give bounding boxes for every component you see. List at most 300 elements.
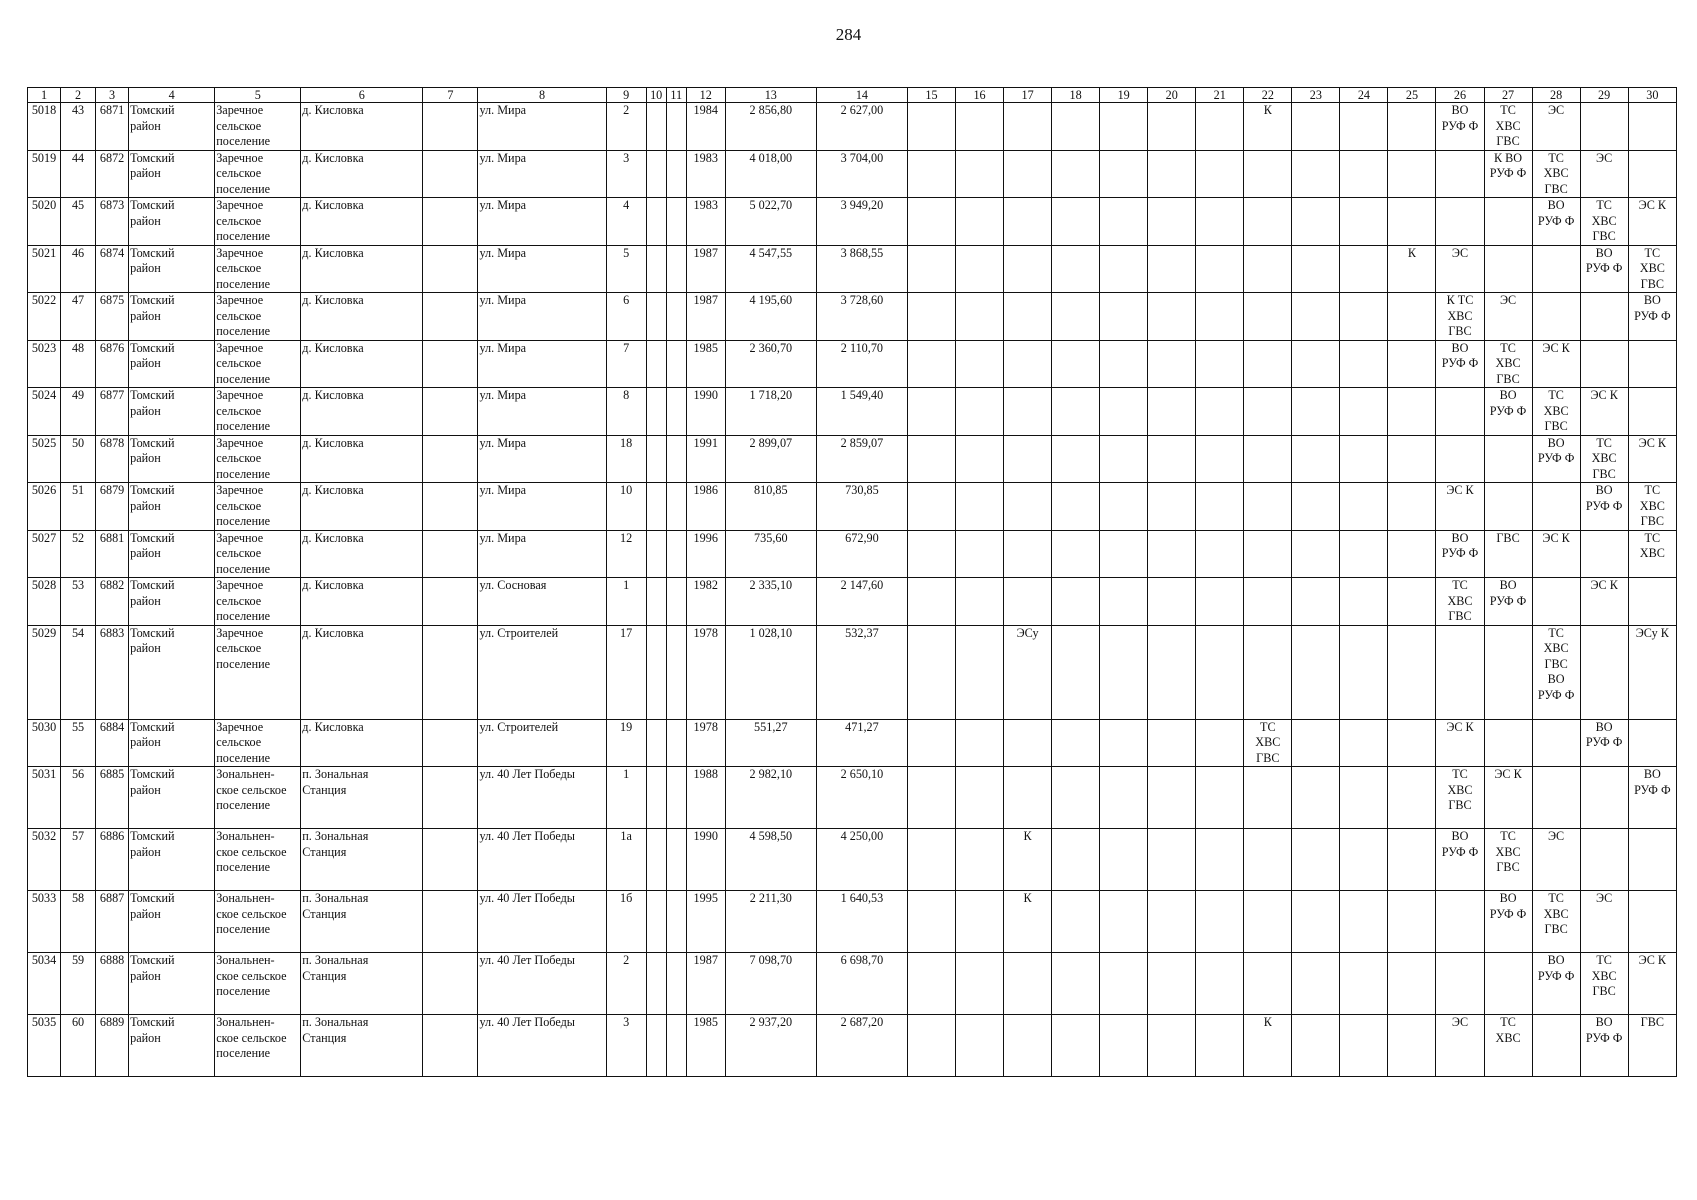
table-cell [1052, 953, 1100, 1015]
table-cell: 1996 [686, 530, 725, 578]
table-cell [907, 625, 955, 719]
column-header-14: 14 [816, 88, 907, 103]
table-cell [1436, 953, 1484, 1015]
table-cell: 6889 [96, 1015, 129, 1077]
table-cell [646, 198, 666, 246]
table-cell: 59 [61, 953, 96, 1015]
table-cell [1052, 530, 1100, 578]
table-cell: д. Кисловка [301, 578, 423, 626]
table-cell [1340, 891, 1388, 953]
table-cell: ЭС [1436, 245, 1484, 293]
table-cell: 46 [61, 245, 96, 293]
table-cell: 1983 [686, 150, 725, 198]
table-cell [1292, 767, 1340, 829]
table-cell: 2 982,10 [725, 767, 816, 829]
table-cell: 5018 [28, 103, 61, 151]
table-cell: Томский район [129, 625, 215, 719]
table-cell [907, 103, 955, 151]
table-cell [1004, 340, 1052, 388]
table-cell: Томский район [129, 388, 215, 436]
table-cell: 6872 [96, 150, 129, 198]
table-cell [646, 483, 666, 531]
table-cell [1436, 150, 1484, 198]
table-cell [1100, 953, 1148, 1015]
table-cell: ТС ХВС ГВС [1532, 388, 1580, 436]
table-cell: 672,90 [816, 530, 907, 578]
table-cell: 4 [606, 198, 646, 246]
table-cell [1244, 829, 1292, 891]
table-cell [1532, 767, 1580, 829]
table-cell [1292, 103, 1340, 151]
table-cell: 2 627,00 [816, 103, 907, 151]
table-cell [1340, 829, 1388, 891]
table-cell: 1983 [686, 198, 725, 246]
table-cell: 2 211,30 [725, 891, 816, 953]
table-cell [646, 150, 666, 198]
table-cell: 2 335,10 [725, 578, 816, 626]
table-cell [1052, 719, 1100, 767]
table-cell: д. Кисловка [301, 150, 423, 198]
table-cell [1580, 767, 1628, 829]
table-cell [1052, 435, 1100, 483]
table-row [28, 767, 1677, 829]
table-cell [1052, 578, 1100, 626]
table-cell: 51 [61, 483, 96, 531]
table-row [28, 483, 1677, 531]
table-cell [1196, 829, 1244, 891]
table-cell [1004, 245, 1052, 293]
table-cell [1532, 578, 1580, 626]
table-cell [1484, 953, 1532, 1015]
table-cell: ТС ХВС ГВС [1580, 198, 1628, 246]
table-cell [1628, 829, 1676, 891]
column-header-9: 9 [606, 88, 646, 103]
table-cell: ТС ХВС ГВС [1436, 767, 1484, 829]
table-cell: Зональнен- ское сельское поселение [215, 767, 301, 829]
table-cell [1532, 483, 1580, 531]
table-cell: 50 [61, 435, 96, 483]
table-cell: д. Кисловка [301, 625, 423, 719]
column-header-2: 2 [61, 88, 96, 103]
table-cell [1100, 891, 1148, 953]
table-cell [956, 293, 1004, 341]
table-cell [666, 483, 686, 531]
table-cell [1244, 150, 1292, 198]
table-cell [1628, 103, 1676, 151]
table-cell [1004, 293, 1052, 341]
table-cell [1148, 388, 1196, 436]
table-cell [1100, 435, 1148, 483]
column-header-20: 20 [1148, 88, 1196, 103]
table-cell [1100, 625, 1148, 719]
table-row [28, 829, 1677, 891]
table-cell [1196, 625, 1244, 719]
table-cell [1436, 625, 1484, 719]
table-cell: 4 018,00 [725, 150, 816, 198]
table-cell: ЭС К [1580, 388, 1628, 436]
table-cell [1532, 719, 1580, 767]
table-cell: ул. Строителей [478, 625, 606, 719]
table-cell [1340, 625, 1388, 719]
table-cell [1244, 388, 1292, 436]
table-cell: Заречное сельское поселение [215, 103, 301, 151]
table-cell: 6879 [96, 483, 129, 531]
table-cell [1196, 891, 1244, 953]
table-cell: 6887 [96, 891, 129, 953]
table-cell: Заречное сельское поселение [215, 340, 301, 388]
table-cell [1244, 767, 1292, 829]
table-cell [1628, 340, 1676, 388]
table-cell [423, 340, 478, 388]
table-cell: Зональнен- ское сельское поселение [215, 953, 301, 1015]
table-cell: 2 859,07 [816, 435, 907, 483]
table-cell: ЭС К [1580, 578, 1628, 626]
table-cell [956, 625, 1004, 719]
table-cell: 1986 [686, 483, 725, 531]
table-cell: Заречное сельское поселение [215, 198, 301, 246]
table-cell [907, 1015, 955, 1077]
table-cell: Томский район [129, 245, 215, 293]
table-cell: 5025 [28, 435, 61, 483]
table-cell: 5019 [28, 150, 61, 198]
table-cell [1388, 578, 1436, 626]
table-cell [1196, 198, 1244, 246]
column-header-24: 24 [1340, 88, 1388, 103]
table-cell: ВО РУФ Ф [1436, 340, 1484, 388]
table-cell [1436, 891, 1484, 953]
table-cell: ТС ХВС ГВС [1244, 719, 1292, 767]
table-row [28, 150, 1677, 198]
table-cell: ТС ХВС ГВС ВО РУФ Ф [1532, 625, 1580, 719]
table-cell [1292, 530, 1340, 578]
table-cell [1196, 719, 1244, 767]
table-cell: 2 856,80 [725, 103, 816, 151]
table-cell: 1 [606, 578, 646, 626]
table-cell: ВО РУФ Ф [1532, 953, 1580, 1015]
table-cell [956, 578, 1004, 626]
table-cell: д. Кисловка [301, 198, 423, 246]
table-cell [1196, 578, 1244, 626]
table-cell: Томский район [129, 719, 215, 767]
table-cell: Зональнен- ское сельское поселение [215, 829, 301, 891]
table-cell [1100, 719, 1148, 767]
table-cell: 1990 [686, 829, 725, 891]
table-cell [1148, 578, 1196, 626]
table-cell [1148, 483, 1196, 531]
table-cell: 1995 [686, 891, 725, 953]
table-cell: ул. Мира [478, 340, 606, 388]
column-header-30: 30 [1628, 88, 1676, 103]
table-cell [1292, 578, 1340, 626]
table-cell [1004, 953, 1052, 1015]
table-cell [1148, 198, 1196, 246]
table-cell: 551,27 [725, 719, 816, 767]
table-cell: Зональнен- ское сельское поселение [215, 1015, 301, 1077]
table-cell: 5026 [28, 483, 61, 531]
table-cell [1148, 293, 1196, 341]
table-cell: ЭС К [1532, 530, 1580, 578]
table-cell [1004, 198, 1052, 246]
table-cell [1388, 767, 1436, 829]
table-cell [1388, 388, 1436, 436]
table-cell: 1978 [686, 625, 725, 719]
table-cell: ул. 40 Лет Победы [478, 767, 606, 829]
table-cell [1244, 891, 1292, 953]
table-cell [1100, 198, 1148, 246]
table-cell: 2 147,60 [816, 578, 907, 626]
column-header-3: 3 [96, 88, 129, 103]
table-cell: ТС ХВС ГВС [1484, 340, 1532, 388]
table-cell: д. Кисловка [301, 293, 423, 341]
table-cell [1196, 103, 1244, 151]
table-cell: ул. Мира [478, 245, 606, 293]
table-cell: ул. Мира [478, 435, 606, 483]
table-cell: ВО РУФ Ф [1436, 829, 1484, 891]
table-cell [1292, 891, 1340, 953]
table-cell [666, 891, 686, 953]
table-cell [907, 719, 955, 767]
table-cell [666, 245, 686, 293]
table-cell: п. Зональная Станция [301, 829, 423, 891]
table-cell: 6875 [96, 293, 129, 341]
table-cell [646, 388, 666, 436]
table-cell [907, 829, 955, 891]
table-cell [1388, 953, 1436, 1015]
table-cell [423, 150, 478, 198]
table-cell: 6871 [96, 103, 129, 151]
table-cell [1580, 829, 1628, 891]
table-cell [1532, 245, 1580, 293]
table-cell: ул. Мира [478, 530, 606, 578]
table-cell [956, 435, 1004, 483]
table-cell [1628, 578, 1676, 626]
table-cell: ВО РУФ Ф [1628, 767, 1676, 829]
table-cell [1244, 578, 1292, 626]
table-cell: ул. 40 Лет Победы [478, 953, 606, 1015]
table-cell: 1а [606, 829, 646, 891]
table-cell: 6874 [96, 245, 129, 293]
table-row [28, 103, 1677, 151]
table-cell: 5021 [28, 245, 61, 293]
table-cell [666, 829, 686, 891]
table-cell [1244, 483, 1292, 531]
table-cell: ВО РУФ Ф [1580, 1015, 1628, 1077]
table-cell [1388, 891, 1436, 953]
table-cell [646, 767, 666, 829]
table-cell [907, 388, 955, 436]
table-cell [646, 1015, 666, 1077]
table-cell [1292, 829, 1340, 891]
table-cell [1004, 1015, 1052, 1077]
table-cell [1196, 483, 1244, 531]
table-cell [1484, 625, 1532, 719]
table-cell [956, 103, 1004, 151]
table-cell: Томский район [129, 198, 215, 246]
table-row [28, 388, 1677, 436]
table-cell: 1988 [686, 767, 725, 829]
table-cell [956, 150, 1004, 198]
table-cell: 5023 [28, 340, 61, 388]
table-cell: ЭС К [1436, 483, 1484, 531]
table-cell [1148, 103, 1196, 151]
table-cell: 6885 [96, 767, 129, 829]
table-cell: 6877 [96, 388, 129, 436]
table-cell: 2 650,10 [816, 767, 907, 829]
table-cell [907, 891, 955, 953]
table-cell [1388, 435, 1436, 483]
table-cell [1292, 340, 1340, 388]
table-cell: ЭС К [1628, 435, 1676, 483]
table-cell [1148, 435, 1196, 483]
table-cell [1244, 245, 1292, 293]
table-cell [956, 483, 1004, 531]
table-cell: ВО РУФ Ф [1436, 103, 1484, 151]
table-cell [1292, 293, 1340, 341]
table-cell: 6884 [96, 719, 129, 767]
table-cell: д. Кисловка [301, 435, 423, 483]
table-cell [666, 530, 686, 578]
table-cell: Заречное сельское поселение [215, 625, 301, 719]
table-cell [1004, 388, 1052, 436]
table-cell: ЭС К [1628, 953, 1676, 1015]
table-cell [1196, 293, 1244, 341]
column-header-5: 5 [215, 88, 301, 103]
table-cell: Томский район [129, 103, 215, 151]
table-cell: 6878 [96, 435, 129, 483]
table-cell: Томский район [129, 150, 215, 198]
table-cell: ул. Сосновая [478, 578, 606, 626]
table-cell: ЭС [1532, 829, 1580, 891]
table-cell [1484, 719, 1532, 767]
table-cell: 2 899,07 [725, 435, 816, 483]
table-cell: ул. Строителей [478, 719, 606, 767]
table-cell: 10 [606, 483, 646, 531]
table-cell [1244, 198, 1292, 246]
table-cell [1004, 483, 1052, 531]
table-cell [1388, 293, 1436, 341]
table-cell [1148, 829, 1196, 891]
table-cell [956, 719, 1004, 767]
table-cell [1052, 891, 1100, 953]
table-cell: 48 [61, 340, 96, 388]
table-cell [1580, 293, 1628, 341]
table-cell: ул. Мира [478, 103, 606, 151]
table-cell: 3 704,00 [816, 150, 907, 198]
table-cell: ЭС [1532, 103, 1580, 151]
table-cell: К [1244, 1015, 1292, 1077]
table-cell: ТС ХВС [1484, 1015, 1532, 1077]
table-cell [1292, 953, 1340, 1015]
table-cell [423, 388, 478, 436]
table-cell [1052, 293, 1100, 341]
table-cell: Томский район [129, 1015, 215, 1077]
table-cell: 6888 [96, 953, 129, 1015]
table-cell [1628, 719, 1676, 767]
table-cell [666, 388, 686, 436]
table-row [28, 1015, 1677, 1077]
table-cell [1148, 245, 1196, 293]
table-row [28, 625, 1677, 719]
table-cell [1340, 719, 1388, 767]
table-cell: 19 [606, 719, 646, 767]
table-cell: Томский район [129, 578, 215, 626]
table-cell [956, 767, 1004, 829]
table-cell: Томский район [129, 953, 215, 1015]
table-cell [666, 198, 686, 246]
table-cell [1196, 245, 1244, 293]
table-cell: 1987 [686, 245, 725, 293]
table-cell [1484, 245, 1532, 293]
table-cell [646, 719, 666, 767]
table-cell [907, 150, 955, 198]
table-row [28, 719, 1677, 767]
table-cell: 1985 [686, 1015, 725, 1077]
table-cell: 471,27 [816, 719, 907, 767]
column-header-29: 29 [1580, 88, 1628, 103]
table-cell [1148, 719, 1196, 767]
table-cell [907, 578, 955, 626]
table-cell: Томский район [129, 891, 215, 953]
table-cell: д. Кисловка [301, 719, 423, 767]
table-cell [1196, 767, 1244, 829]
table-cell [423, 625, 478, 719]
table-cell [1148, 530, 1196, 578]
table-cell [1340, 198, 1388, 246]
table-cell: ВО РУФ Ф [1580, 719, 1628, 767]
table-cell: ТС ХВС ГВС [1628, 245, 1676, 293]
table-cell: ЭС [1580, 891, 1628, 953]
table-cell [1340, 150, 1388, 198]
table-cell [423, 891, 478, 953]
table-cell: 54 [61, 625, 96, 719]
table-cell [1388, 483, 1436, 531]
table-cell: ВО РУФ Ф [1532, 198, 1580, 246]
table-cell [907, 530, 955, 578]
table-cell: 4 547,55 [725, 245, 816, 293]
table-cell [1340, 293, 1388, 341]
table-cell [907, 953, 955, 1015]
table-cell [1292, 198, 1340, 246]
table-cell: ТС ХВС [1628, 530, 1676, 578]
table-cell: 2 [606, 953, 646, 1015]
table-cell: К [1004, 829, 1052, 891]
table-cell [1196, 435, 1244, 483]
table-cell [1100, 767, 1148, 829]
table-cell [907, 483, 955, 531]
table-cell [423, 578, 478, 626]
table-cell [956, 340, 1004, 388]
table-cell: ул. 40 Лет Победы [478, 1015, 606, 1077]
table-cell [1100, 1015, 1148, 1077]
table-cell [1244, 435, 1292, 483]
table-cell: ул. 40 Лет Победы [478, 891, 606, 953]
table-cell [1580, 340, 1628, 388]
table-cell [1100, 829, 1148, 891]
table-cell: ВО РУФ Ф [1436, 530, 1484, 578]
table-cell [1628, 891, 1676, 953]
table-cell: 58 [61, 891, 96, 953]
column-header-11: 11 [666, 88, 686, 103]
table-cell: 7 [606, 340, 646, 388]
table-cell: ТС ХВС ГВС [1532, 891, 1580, 953]
table-cell: 53 [61, 578, 96, 626]
table-cell [423, 103, 478, 151]
table-cell [1292, 435, 1340, 483]
table-cell: ТС ХВС ГВС [1484, 829, 1532, 891]
table-cell: К [1388, 245, 1436, 293]
table-cell [646, 245, 666, 293]
table-cell: д. Кисловка [301, 340, 423, 388]
